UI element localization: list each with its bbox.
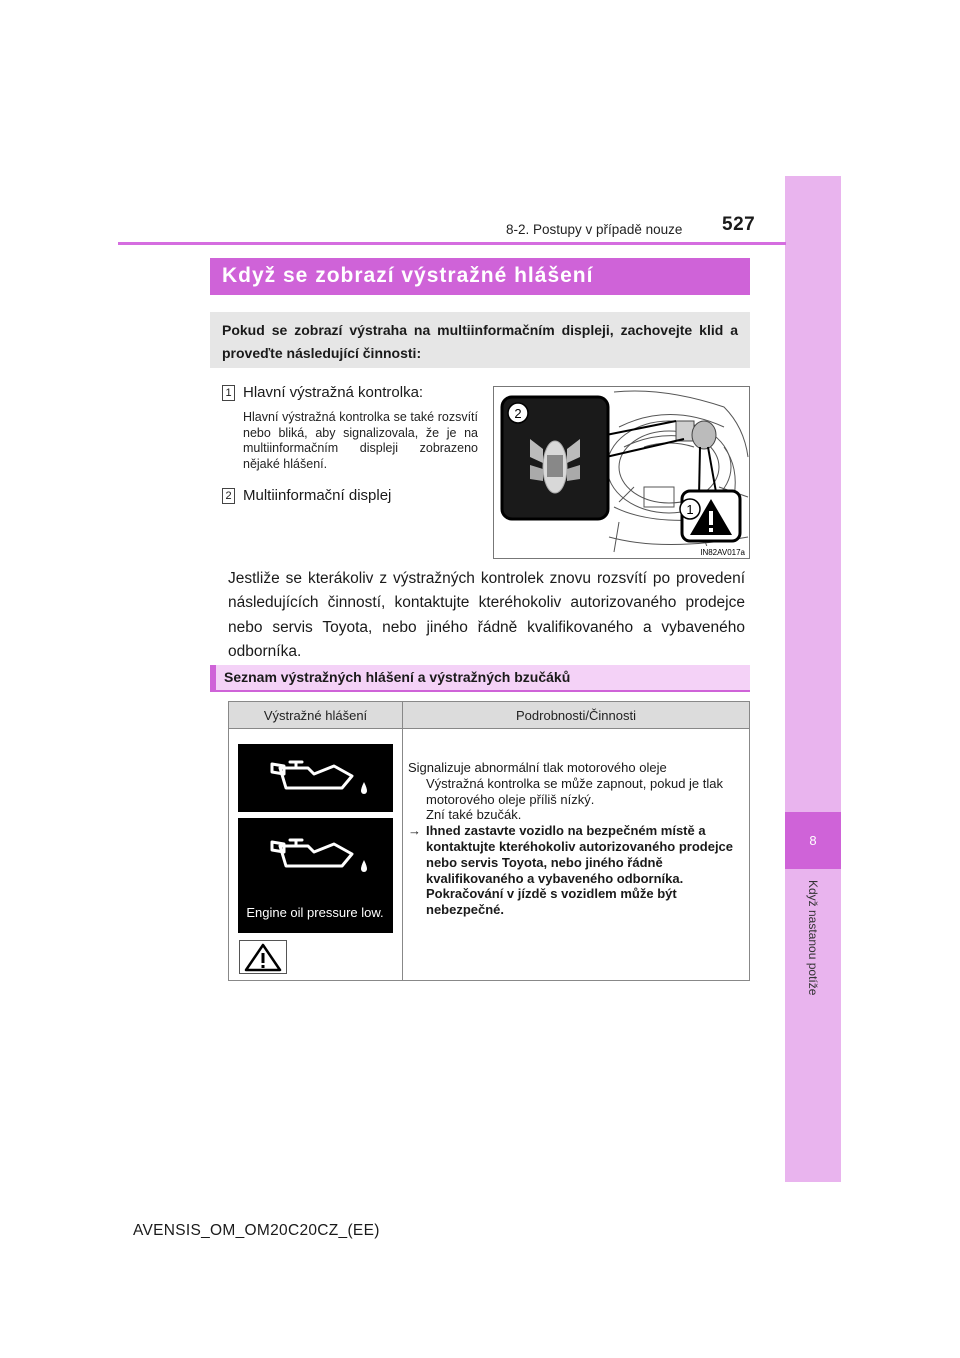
details-action	[408, 823, 744, 886]
dashboard-illustration	[493, 386, 750, 559]
details-action-2: Pokračování v jízdě s vozidlem může být nebezpečné.	[426, 886, 677, 918]
display-message: Engine oil pressure low.	[246, 905, 384, 920]
page-number: 527	[722, 214, 756, 235]
item-label-1: Hlavní výstražná kontrolka:	[243, 384, 424, 401]
table-header	[229, 702, 749, 729]
item-label-2: Multiinformační displej	[243, 487, 392, 504]
intro-box: Pokud se zobrazí výstraha na multiinformačním displeji, zachovejte klid a proveďte následující činnosti:	[210, 312, 750, 368]
page-title: Když se zobrazí výstražné hlášení	[210, 258, 750, 295]
warning-symbol-box	[239, 940, 287, 974]
warning-triangle-icon	[240, 941, 286, 973]
svg-text:2: 2	[514, 406, 522, 421]
footer-code: AVENSIS_OM_OM20C20CZ_(EE)	[133, 1222, 380, 1239]
arrow-icon: →	[408, 823, 421, 839]
section-label: 8-2. Postupy v případě nouze	[506, 222, 683, 237]
warning-table	[228, 701, 750, 981]
oil-pressure-display	[238, 818, 393, 933]
details-line-1: Signalizuje abnormální tlak motorového oleje	[408, 760, 667, 775]
chapter-side-tab	[785, 176, 841, 1182]
item-description-1: Hlavní výstražná kontrolka se také rozsvítí nebo bliká, aby signalizovala, že je na multiinformačním displeji zobrazeno nějaké hlášení.	[243, 410, 478, 471]
item-number-2: 2	[222, 488, 235, 504]
details-cell	[408, 760, 744, 918]
details-line-2: Výstražná kontrolka se může zapnout, pokud je tlak motorového oleje příliš nízký.	[426, 775, 723, 807]
oil-can-icon	[238, 744, 393, 812]
illustration-code: IN82AV017a	[700, 548, 745, 557]
header-rule	[118, 242, 786, 245]
chapter-title: Když nastanou potíže	[806, 880, 820, 996]
table-divider	[402, 702, 403, 980]
subheading: Seznam výstražných hlášení a výstražných bzučáků	[210, 665, 750, 692]
table-header-message: Výstražné hlášení	[263, 708, 368, 723]
table-header-details: Podrobnosti/Činnosti	[516, 708, 636, 723]
chapter-number: 8	[785, 812, 841, 869]
item-number-1: 1	[222, 385, 235, 401]
dashboard-drawing	[494, 387, 749, 558]
body-paragraph: Jestliže se kterákoliv z výstražných kontrolek znovu rozsvítí po provedení následujících činností, kontaktujte kteréhokoliv autorizovaného prodejce nebo servis Toyota, nebo jiného řádně kvalifikovaného a vybaveného odborníka.	[228, 570, 745, 661]
svg-text:1: 1	[686, 502, 694, 517]
oil-can-icon	[238, 818, 393, 933]
details-line-3: Zní také bzučák.	[426, 807, 522, 823]
oil-warning-indicator	[238, 744, 393, 812]
details-action-text: Ihned zastavte vozidlo na bezpečném místě a kontaktujte kteréhokoliv autorizovaného prodejce nebo servis Toyota, nebo jiného řádně kvalifikovaného a vybaveného odborníka.	[426, 823, 734, 886]
